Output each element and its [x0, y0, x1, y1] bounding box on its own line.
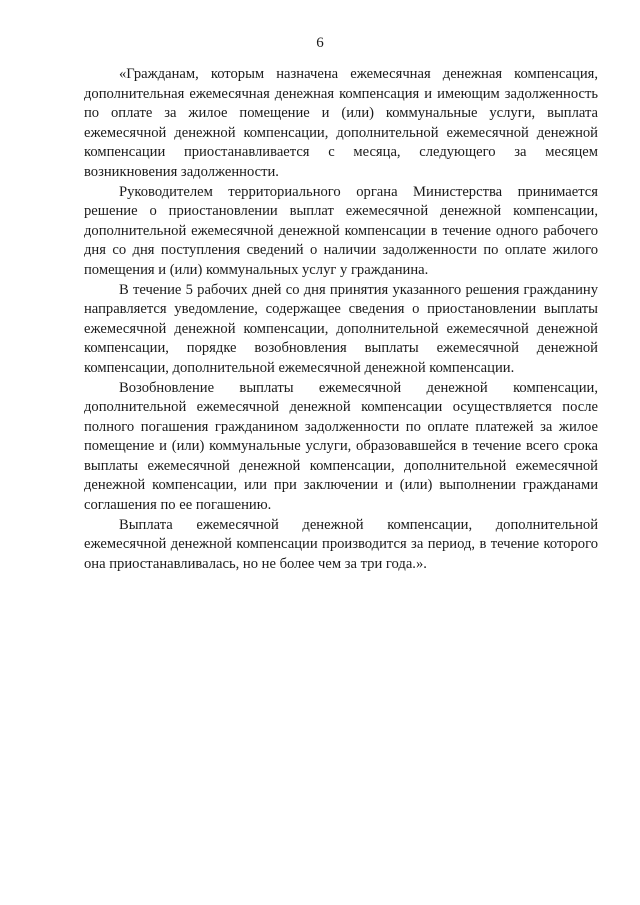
- paragraph-4: Возобновление выплаты ежемесячной денежной компенсации, дополнительной ежемесячной денежной компенсации осуществляется после полного погашения гражданином задолженности по оплате платежей за жилое помещение и (или) коммунальные услуги, образовавшейся в течение всего срока выплаты ежемесячной денежной компенсации, дополнительной ежемесячной денежной компенсации, или при заключении и (или) выполнении гражданами соглашения по ее погашению.: [84, 379, 598, 514]
- page-number: 6: [316, 35, 324, 51]
- document-body: [84, 65, 598, 574]
- paragraph-2: Руководителем территориального органа Министерства принимается решение о приостановлении выплат ежемесячной денежной компенсации, дополнительной ежемесячной денежной компенсации в течение одного рабочего дня со дня поступления сведений о наличии задолженности по оплате жилого помещения и (или) коммунальных услуг у гражданина.: [84, 183, 598, 278]
- paragraph-3: В течение 5 рабочих дней со дня принятия указанного решения гражданину направляется уведомление, содержащее сведения о приостановлении выплаты ежемесячной денежной компенсации, дополнительной ежемесячной денежной компенсации, порядке возобновления выплаты ежемесячной денежной компенсации, дополнительной ежемесячной денежной компенсации.: [84, 281, 598, 376]
- paragraph-5: Выплата ежемесячной денежной компенсации, дополнительной ежемесячной денежной компенсации производится за период, в течение которого она приостанавливалась, но не более чем за три года.».: [84, 516, 598, 572]
- paragraph-1: «Гражданам, которым назначена ежемесячная денежная компенсация, дополнительная ежемесячная денежная компенсация и имеющим задолженность по оплате за жилое помещение и (или) коммунальные услуги, выплата ежемесячной денежной компенсации, дополнительной ежемесячной денежной компенсации приостанавливается с месяца, следующего за месяцем возникновения задолженности.: [84, 66, 598, 180]
